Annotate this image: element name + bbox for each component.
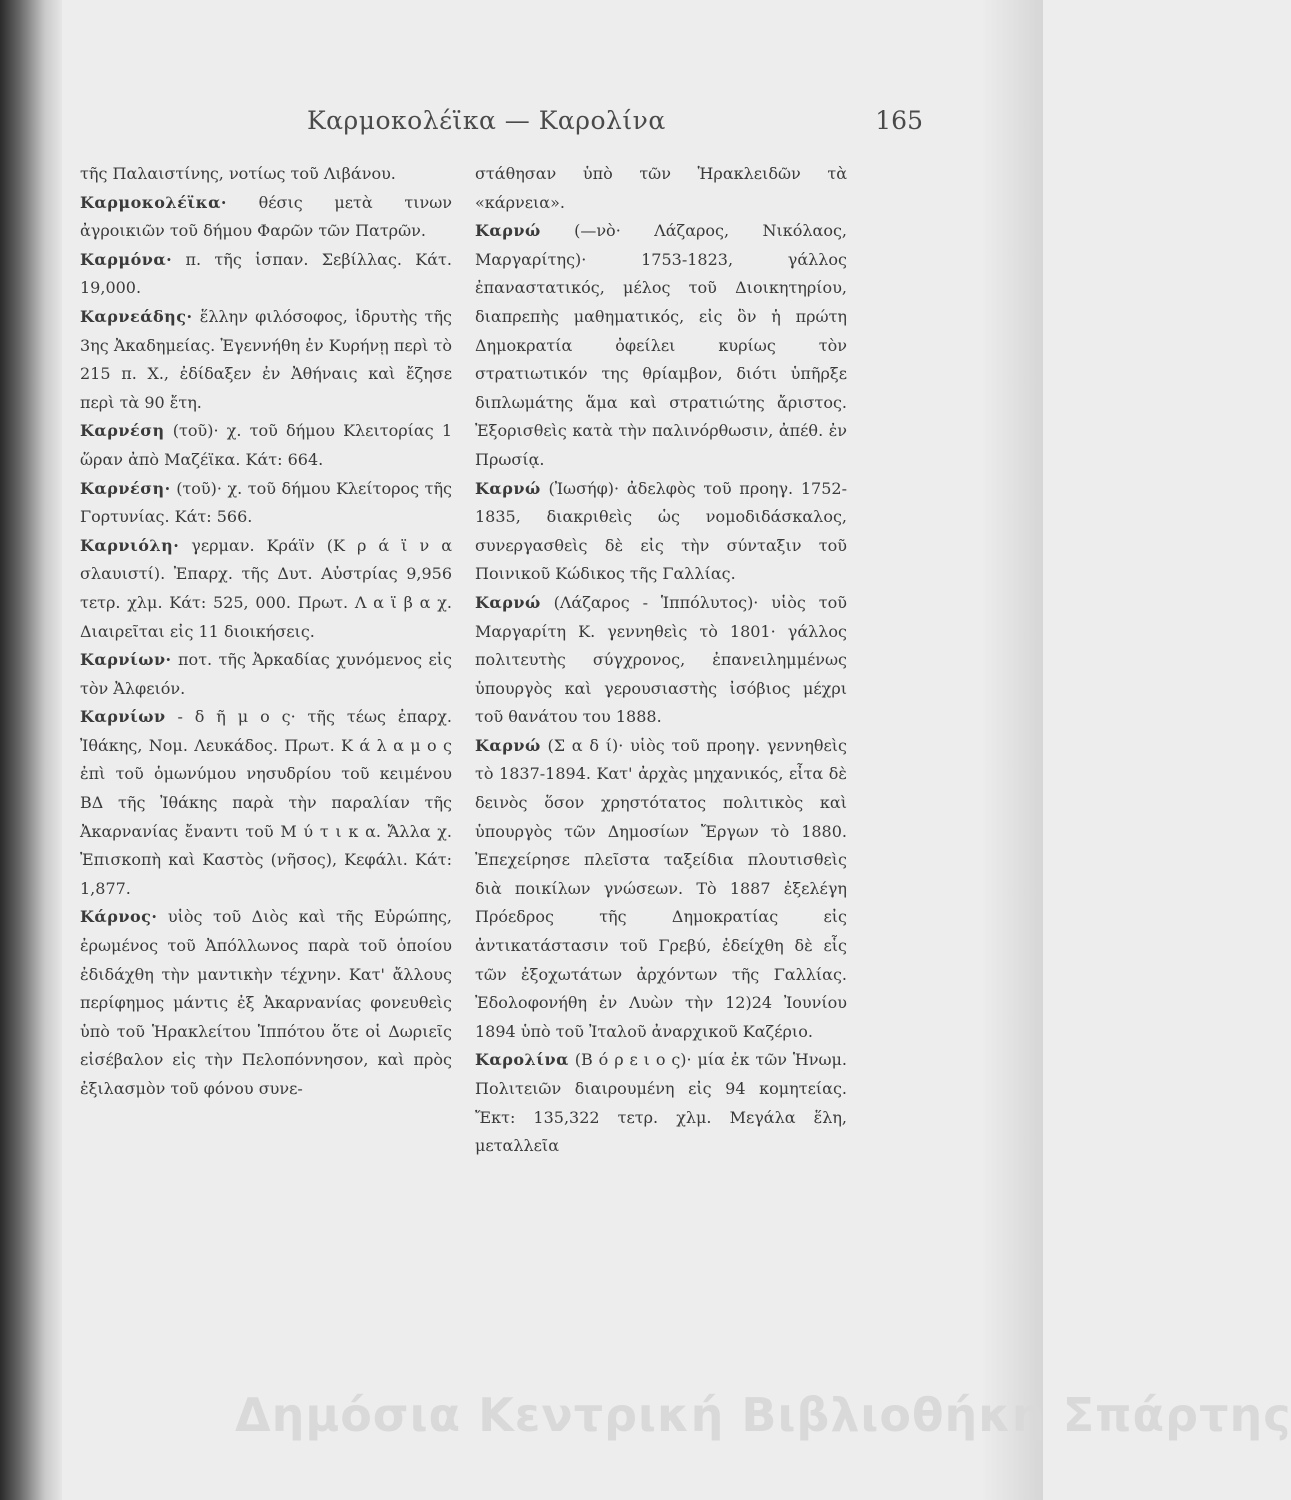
dictionary-entry <box>80 532 452 646</box>
entry-headword: Καρνίων <box>80 707 166 727</box>
dictionary-entry <box>475 160 847 217</box>
dictionary-entry <box>475 475 847 589</box>
dictionary-entry <box>80 646 452 703</box>
entry-headword: Καρνίων· <box>80 650 172 670</box>
page-edge <box>983 0 1043 1500</box>
dictionary-entry <box>80 475 452 532</box>
entry-body: (Λάζαρος - Ἱππόλυτος)· υἱὸς τοῦ Μαργαρίτη Κ. γεννηθεὶς τὸ 1801· γάλλος πολιτευτὴς σύγχρονος, ἐπανειλημμένως ὑπουργὸς καὶ γερουσιαστὴς ἰσόβιος μέχρι τοῦ θανάτου του 1888. <box>475 592 847 727</box>
library-watermark: Δημόσια Κεντρική Βιβλιοθήκη Σπάρτης <box>235 1388 1291 1442</box>
entry-body: (τοῦ)· χ. τοῦ δήμου Κλείτορος τῆς Γορτυνίας. Κάτ: 566. <box>80 478 452 527</box>
entry-continuation: στάθησαν ὑπὸ τῶν Ἡρακλειδῶν τὰ «κάρνεια». <box>475 164 847 212</box>
entry-body: ἕλλην φιλόσοφος, ἱδρυτὴς τῆς 3ης Ἀκαδημείας. Ἐγεννήθη ἐν Κυρήνῃ περὶ τὸ 215 π. Χ., ἐδίδαξεν ἐν Ἀθήναις καὶ ἔζησε περὶ τὰ 90 ἔτη. <box>80 306 452 412</box>
dictionary-entry <box>475 1046 847 1160</box>
entry-body: υἱὸς τοῦ Διὸς καὶ τῆς Εὐρώπης, ἐρωμένος τοῦ Ἀπόλλωνος παρὰ τοῦ ὁποίου ἐδιδάχθη τὴν μαντικὴν τέχνην. Κατ' ἄλλους περίφημος μάντις ἐξ Ἀκαρνανίας φονευθεὶς ὑπὸ τοῦ Ἡρακλείτου Ἱππότου ὅτε οἱ Δωριεῖς εἰσέβαλον εἰς τὴν Πελοπόννησον, καὶ πρὸς ἐξιλασμὸν τοῦ φόνου συνε- <box>80 907 452 1098</box>
entry-body: (Ἰωσήφ)· ἀδελφὸς τοῦ προηγ. 1752-1835, διακριθεὶς ὡς νομοδιδάσκαλος, συνεργασθεὶς δὲ εἰς τὴν σύνταξιν τοῦ Ποινικοῦ Κώδικος τῆς Γαλλίας. <box>475 478 847 584</box>
dictionary-entry <box>80 417 452 474</box>
entry-headword: Καρνώ <box>475 735 541 755</box>
page-binding-shadow <box>0 0 62 1500</box>
entry-headword: Καρμόνα· <box>80 249 173 269</box>
entry-headword: Καρνιόλη· <box>80 535 180 555</box>
dictionary-entry <box>80 703 452 903</box>
dictionary-entry <box>475 589 847 732</box>
entry-continuation: τῆς Παλαιστίνης, νοτίως τοῦ Λιβάνου. <box>80 164 396 183</box>
entry-headword: Καρνέση <box>80 421 165 441</box>
left-column <box>80 160 452 1104</box>
entry-headword: Καρολίνα <box>475 1050 569 1070</box>
entry-body: θέσις μετὰ τινων ἀγροικιῶν τοῦ δήμου Φαρῶν τῶν Πατρῶν. <box>80 192 452 241</box>
entry-body: (τοῦ)· χ. τοῦ δήμου Κλειτορίας 1 ὥραν ἀπὸ Μαζέϊκα. Κάτ: 664. <box>80 421 452 469</box>
entry-body: π. τῆς ἱσπαν. Σεβίλλας. Κάτ. 19,000. <box>80 249 452 298</box>
running-header <box>62 106 983 146</box>
right-column <box>475 160 847 1161</box>
entry-headword: Καρνώ <box>475 478 541 498</box>
page-number: 165 <box>875 106 923 135</box>
dictionary-entry <box>80 189 452 246</box>
entry-headword: Καρνώ <box>475 221 541 241</box>
entry-body: γερμαν. Κράϊν (Κ ρ ά ϊ ν α σλαυιστί). Ἐπαρχ. τῆς Δυτ. Αὐστρίας 9,956 τετρ. χλμ. Κάτ: 525, 000. Πρωτ. Λ α ϊ β α χ. Διαιρεῖται εἰς 11 διοικήσεις. <box>80 535 452 641</box>
entry-body: (Β ό ρ ε ι ο ς)· μία ἐκ τῶν Ἡνωμ. Πολιτειῶν διαιρουμένη εἰς 94 κομητείας. Ἔκτ: 135,322 τετρ. χλμ. Μεγάλα ἕλη, μεταλλεῖα <box>475 1050 847 1156</box>
entry-body: (—νὸ· Λάζαρος, Νικόλαος, Μαργαρίτης)· 1753-1823, γάλλος ἐπαναστατικός, μέλος τοῦ Διοικητηρίου, διαπρεπὴς μαθηματικός, εἰς ὃν ἡ πρώτη Δημοκρατία ὀφείλει κυρίως τὸν στρατιωτικόν της θρίαμβον, διότι ὑπῆρξε διπλωμάτης ἅμα καὶ στρατιώτης ἄριστος. Ἐξορισθεὶς κατὰ τὴν παλινόρθωσιν, ἀπέθ. ἐν Πρωσίᾳ. <box>475 221 847 469</box>
entry-headword: Καρνώ <box>475 592 541 612</box>
dictionary-entry <box>80 903 452 1103</box>
entry-headword: Καρμοκολέϊκα· <box>80 192 227 212</box>
entry-body: (Σ α δ ί)· υἱὸς τοῦ προηγ. γεννηθεὶς τὸ 1837-1894. Κατ' ἀρχὰς μηχανικός, εἶτα δὲ δεινὸς ὅσον χρηστότατος πολιτικὸς καὶ ὑπουργὸς τῶν Δημοσίων Ἔργων τὸ 1880. Ἐπεχείρησε πλεῖστα ταξείδια πλουτισθεὶς διὰ ποικίλων γνώσεων. Τὸ 1887 ἐξελέγη Πρόεδρος τῆς Δημοκρατίας εἰς ἀντικατάστασιν τοῦ Γρεβύ, ἐδείχθη δὲ εἷς τῶν ἐξοχωτάτων ἀρχόντων τῆς Γαλλίας. Ἐδολοφονήθη ἐν Λυὼν τὴν 12)24 Ἰουνίου 1894 ὑπὸ τοῦ Ἰταλοῦ ἀναρχικοῦ Καζέριο. <box>475 735 847 1041</box>
running-title: Καρμοκολέϊκα — Καρολίνα <box>307 106 666 135</box>
entry-headword: Καρνεάδης· <box>80 306 193 326</box>
dictionary-entry <box>80 160 452 189</box>
entry-headword: Κάρνος· <box>80 907 158 927</box>
dictionary-entry <box>475 217 847 474</box>
entry-body: - δ ῆ μ ο ς· τῆς τέως ἐπαρχ. Ἰθάκης, Νομ. Λευκάδος. Πρωτ. Κ ά λ α μ ο ς ἐπὶ τοῦ ὁμωνύμου νησυδρίου τοῦ κειμένου ΒΔ τῆς Ἰθάκης παρὰ τὴν παραλίαν τῆς Ἀκαρνανίας ἔναντι τοῦ Μ ύ τ ι κ α. Ἄλλα χ. Ἐπισκοπὴ καὶ Καστὸς (νῆσος), Κεφάλι. Κάτ: 1,877. <box>80 707 452 898</box>
dictionary-entry <box>475 732 847 1047</box>
dictionary-entry <box>80 246 452 303</box>
entry-headword: Καρνέση· <box>80 478 171 498</box>
dictionary-entry <box>80 303 452 417</box>
entry-body: ποτ. τῆς Ἀρκαδίας χυνόμενος εἰς τὸν Ἀλφειόν. <box>80 650 452 698</box>
